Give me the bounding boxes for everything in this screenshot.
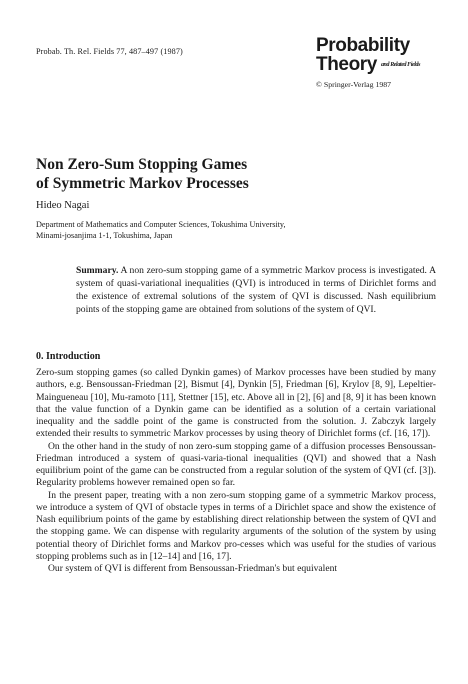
summary-text: A non zero-sum stopping game of a symmetric Markov process is investigated. A system of quasi-variational inequalities (QVI) is introduced in terms of Dirichlet forms and the existence of extremal solutions of the system of QVI is discussed. Nash equilibrium points of the stopping game are obtained from solutions of the system of QVI.	[76, 265, 436, 316]
logo-probability: Probability	[316, 35, 410, 56]
journal-logo	[316, 36, 436, 89]
logo-theory: Theory	[316, 54, 377, 75]
logo-subtitle: and Related Fields	[380, 62, 421, 68]
author-name: Hideo Nagai	[36, 200, 90, 211]
copyright: © Springer-Verlag 1987	[316, 80, 392, 89]
title-line-1: Non Zero-Sum Stopping Games	[36, 156, 248, 173]
logo-theory-line	[316, 55, 436, 75]
article-title	[36, 155, 436, 193]
paragraph-4: Our system of QVI is different from Bensoussan-Friedman's but equivalent	[48, 563, 338, 574]
summary-label: Summary.	[76, 265, 119, 276]
title-line-2: of Symmetric Markov Processes	[36, 175, 249, 192]
paragraph-3: In the present paper, treating with a non zero-sum stopping game of a symmetric Markov process, we introduce a system of QVI of obstacle types in terms of a Dirichlet space and show the existence of Nash equilibrium points of the game by establishing direct relationship between the system of QVI and the stopping game. We can dispense with regularity arguments of the solution of the system by using potential theory of Dirichlet forms and Markov pro-cesses which was useful for the studies of various stopping problems such as in [12–14] and [16, 17].	[36, 489, 436, 562]
affiliation-line-2: Minami-josanjima 1-1, Tokushima, Japan	[36, 231, 173, 240]
summary-block	[76, 264, 436, 316]
author-affiliation	[36, 219, 436, 241]
affiliation-line-1: Department of Mathematics and Computer Sciences, Tokushima University,	[36, 220, 286, 229]
paragraph-2: On the other hand in the study of non zero-sum stopping game of a diffusion processes Bensoussan-Friedman introduced a system of quasi-varia-tional inequalities (QVI) and showed that a Nash equilibrium point of the game can be constructed from a regular solution of the system of QVI (cf. [3]). Regularity problems however remained open so far.	[36, 440, 436, 489]
body-text	[36, 367, 436, 575]
paragraph-1: Zero-sum stopping games (so called Dynkin games) of Markov processes have been studied by many authors, e.g. Bensoussan-Friedman [2], Bismut [4], Dynkin [5], Friedman [6], Krylov [8, 9], Lepeltier-Maingueneau [10], Mu-ramoto [11], Stettner [15], etc. Above all in [2], [6] and [8, 9] it has been known that the value function of a Dynkin game can be identified as a solution of a certain variational inequality and the saddle point of the game is constructed from the solution. J. Zabczyk largely extended their results to symmetric Markov processes by using theory of Dirichlet forms (cf. [16, 17]).	[36, 367, 436, 440]
section-heading: 0. Introduction	[36, 351, 101, 362]
journal-reference: Probab. Th. Rel. Fields 77, 487–497 (1987)	[36, 47, 183, 56]
